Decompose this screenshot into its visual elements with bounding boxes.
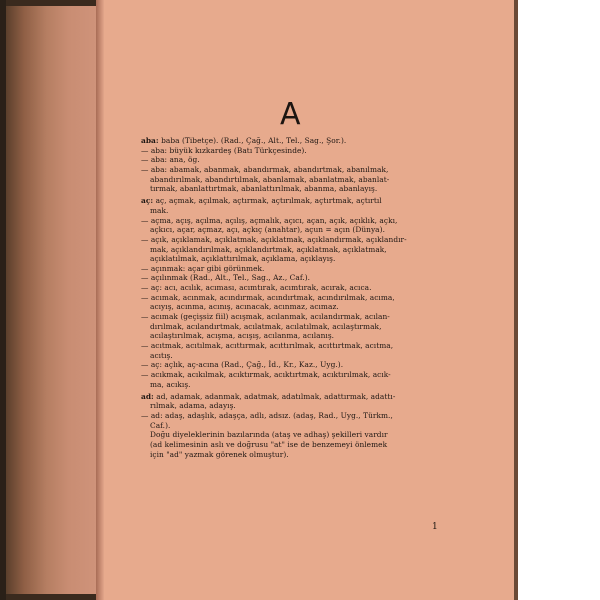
entry-text: abandırılmak, abandırtılmak, abanlamak, abanlatmak, abanlat- <box>150 174 390 184</box>
entry-headword: aba: <box>141 136 159 145</box>
entry-text: — acıtmak, acıtılmak, acıttırmak, acıttırılmak, acıttırtmak, acıtma, <box>141 340 394 350</box>
entry-line <box>141 273 441 283</box>
entry-line <box>141 421 441 431</box>
entry-line <box>141 146 441 156</box>
entry-text: baba (Tibetçe). (Rad., Çağ., Alt., Tel., Sag., Şor.). <box>158 136 347 145</box>
entry-line <box>141 430 441 440</box>
entry-text: aç, açmak, açılmak, açtırmak, açtırılmak, açtırtmak, açtırtıl <box>153 196 382 206</box>
entry-text: — açılınmak (Rad., Alt., Tel., Sag., Az., Caf.). <box>141 273 311 283</box>
entry-line <box>141 322 441 332</box>
entry-line <box>141 331 441 341</box>
entry-text: Doğu diyeleklerinin bazılarında (ataş ve adhaş) şekilleri vardır <box>150 430 388 440</box>
entry-line <box>141 370 441 380</box>
entry-line <box>141 411 441 421</box>
entry-line <box>141 245 441 255</box>
entry-text: — acımak, acınmak, acındırmak, acındırtmak, acındırılmak, acıma, <box>141 292 395 302</box>
entry-line <box>141 175 441 185</box>
entry-text: — açma, açış, açılma, açılış, açmalık, açıcı, açan, açık, açıklık, açkı, <box>141 215 398 225</box>
entry-text: ma, acıkış. <box>150 379 191 389</box>
entry-text: — ad: adaş, adaşlık, adaşça, adlı, adsız. (adaş, Rad., Uyg., Türkm., <box>141 410 393 420</box>
entry-text: rılmak, adama, adayış. <box>150 401 236 411</box>
entry-line <box>141 216 441 226</box>
entry-line <box>141 206 441 216</box>
spine-bottom-edge <box>6 594 96 600</box>
entry-line <box>141 283 441 293</box>
entry-text: açıklatılmak, açıklattırılmak, açıklama, açıklayış. <box>150 254 336 264</box>
entry-text: tırmak, abanlattırtmak, abanlattırılmak, abanma, abanlayış. <box>150 184 378 194</box>
entry-text: dırılmak, acılandırtmak, acılatmak, acılatılmak, acılaştırmak, <box>150 321 382 331</box>
entry-line <box>141 136 441 146</box>
entry-line <box>141 165 441 175</box>
entry-line <box>141 440 441 450</box>
entry-line <box>141 184 441 194</box>
dictionary-entries <box>141 136 441 459</box>
page-gutter <box>96 0 104 600</box>
entry-line <box>141 450 441 460</box>
entry-text: — acıkmak, acıkılmak, acıktırmak, acıktırtmak, acıktırılmak, acık- <box>141 369 391 379</box>
spine-top-edge <box>6 0 96 6</box>
entry-text: — açınmak: açar gibi görünmek. <box>141 263 265 273</box>
entry-text: — aç: açlık, aç-acına (Rad., Çağ., İd., Kr., Kaz., Uyg.). <box>141 360 344 370</box>
entry-text: Caf.). <box>150 420 171 430</box>
entry-line <box>141 401 441 411</box>
entry-line <box>141 196 441 206</box>
entry-text: — aba: abamak, abanmak, abandırmak, abandırtmak, abanılmak, <box>141 164 389 174</box>
entry-text: — aba: büyük kızkardeş (Batı Türkçesinde). <box>141 145 307 155</box>
section-letter: A <box>280 97 301 132</box>
entry-text: — acımak (geçişsiz fiil) acışmak, acılanmak, acılandırmak, acılan- <box>141 312 390 322</box>
entry-text: mak. <box>150 205 169 215</box>
entry-line <box>141 293 441 303</box>
entry-text: acıtış. <box>150 350 173 360</box>
entry-text: — aç: acı, acılık, acıması, acımtırak, acımtırak, acırak, acıca. <box>141 283 372 293</box>
entry-line <box>141 254 441 264</box>
page-number: 1 <box>432 522 438 532</box>
page-right-edge <box>514 0 518 600</box>
entry-text: açkıcı, açar, açmaz, açı, açkıç (anahtar), açun = açın (Dünya). <box>150 225 385 235</box>
entry-text: — aba: ana, ög. <box>141 155 200 165</box>
entry-headword: aç: <box>141 196 154 206</box>
entry-line <box>141 360 441 370</box>
entry-line <box>141 155 441 165</box>
entry-text: için "ad" yazmak görenek olmuştur). <box>150 449 289 459</box>
entry-line <box>141 264 441 274</box>
entry-text: acılaştırılmak, acışma, acışış, acılanma, acılanış. <box>150 331 335 341</box>
entry-line <box>141 392 441 402</box>
entry-text: ad, adamak, adanmak, adatmak, adatılmak, adattırmak, adattı- <box>153 391 396 401</box>
book-spine <box>6 0 96 600</box>
entry-text: (ad kelimesinin aslı ve doğrusu "at" ise de benzemeyi önlemek <box>150 439 388 449</box>
entry-line <box>141 312 441 322</box>
entry-line <box>141 302 441 312</box>
entry-line <box>141 351 441 361</box>
entry-text: acıyış, acınma, acınış, acınacak, acınmaz, acımaz. <box>150 302 339 312</box>
entry-text: mak, açıklandırılmak, açıklandırtmak, açıklatmak, açıklatmak, <box>150 244 387 254</box>
entry-headword: ad: <box>141 391 154 401</box>
entry-line <box>141 235 441 245</box>
entry-text: — açık, açıklamak, açıklatmak, açıklatmak, açıklandırmak, açıklandır- <box>141 234 407 244</box>
entry-line <box>141 341 441 351</box>
entry-line <box>141 225 441 235</box>
entry-line <box>141 380 441 390</box>
